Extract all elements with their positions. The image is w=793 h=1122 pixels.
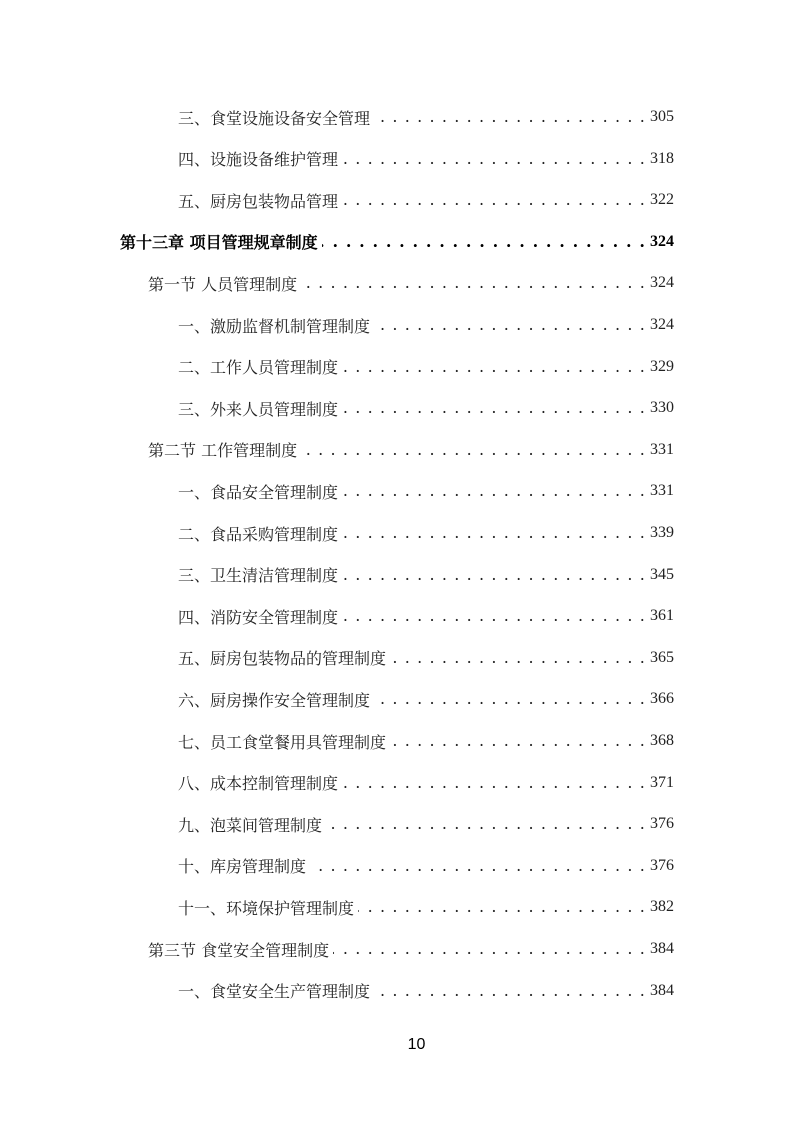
toc-section[interactable]: [148, 936, 674, 962]
toc-item[interactable]: [178, 478, 674, 504]
toc-title: 七、员工食堂餐用具管理制度: [178, 732, 387, 752]
dot-leader: [310, 856, 646, 876]
dot-leader: [374, 981, 646, 1001]
toc-title: 八、成本控制管理制度: [178, 774, 339, 794]
toc-item[interactable]: [178, 312, 674, 338]
toc-page-number: 329: [650, 357, 674, 375]
toc-section[interactable]: [148, 270, 674, 296]
toc-page-number: 324: [650, 274, 674, 292]
toc-item[interactable]: [178, 104, 674, 130]
toc-item[interactable]: [178, 354, 674, 380]
toc-title: 三、食堂设施设备安全管理: [178, 108, 371, 128]
toc-title: 九、泡菜间管理制度: [178, 815, 323, 835]
toc-title: 三、外来人员管理制度: [178, 399, 339, 419]
toc-item[interactable]: [178, 562, 674, 588]
dot-leader: [374, 107, 646, 127]
toc-item[interactable]: [178, 894, 674, 920]
toc-title: 十、库房管理制度: [178, 857, 307, 877]
toc-page-number: 331: [650, 440, 674, 458]
toc-item[interactable]: [178, 853, 674, 879]
dot-leader: [342, 565, 646, 585]
toc-item[interactable]: [178, 395, 674, 421]
dot-leader: [342, 481, 646, 501]
toc-title: 四、消防安全管理制度: [178, 607, 339, 627]
dot-leader: [342, 523, 646, 543]
toc-page-number: 371: [650, 773, 674, 791]
dot-leader: [374, 689, 646, 709]
page-number: 10: [407, 1036, 426, 1053]
toc-page-number: 384: [650, 981, 674, 999]
toc-item[interactable]: [178, 770, 674, 796]
toc-title: 三、卫生清洁管理制度: [178, 566, 339, 586]
toc-title: 二、食品采购管理制度: [178, 524, 339, 544]
dot-leader: [322, 232, 646, 252]
dot-leader: [301, 273, 646, 293]
dot-leader: [358, 897, 646, 917]
dot-leader: [342, 773, 646, 793]
toc-title: 六、厨房操作安全管理制度: [178, 690, 371, 710]
toc-page-number: 331: [650, 482, 674, 500]
toc-section[interactable]: [148, 437, 674, 463]
dot-leader: [390, 648, 646, 668]
toc-title: 第三节 食堂安全管理制度: [148, 940, 330, 960]
toc-page-number: 361: [650, 607, 674, 625]
toc-title: 四、设施设备维护管理: [178, 150, 339, 170]
toc-title: 一、激励监督机制管理制度: [178, 316, 371, 336]
dot-leader: [326, 814, 646, 834]
toc-title: 第一节 人员管理制度: [148, 274, 298, 294]
toc-title: 一、食品安全管理制度: [178, 482, 339, 502]
dot-leader: [342, 357, 646, 377]
toc-page-number: 376: [650, 856, 674, 874]
toc-page-number: 365: [650, 648, 674, 666]
toc-item[interactable]: [178, 686, 674, 712]
toc-item[interactable]: [178, 520, 674, 546]
toc-page-number: 384: [650, 940, 674, 957]
toc-page-number: 330: [650, 399, 674, 417]
dot-leader: [342, 606, 646, 626]
toc-page-number: 376: [650, 815, 674, 833]
toc-page-number: 324: [650, 316, 674, 333]
toc-title: 第二节 工作管理制度: [148, 441, 298, 461]
toc-item[interactable]: [178, 811, 674, 837]
toc-item[interactable]: [178, 146, 674, 172]
toc-item[interactable]: [178, 187, 674, 213]
toc-page-number: 368: [650, 732, 674, 749]
dot-leader: [342, 398, 646, 418]
toc-title: 五、厨房包装物品管理: [178, 191, 339, 211]
toc-chapter[interactable]: [120, 229, 674, 255]
toc-title: 二、工作人员管理制度: [178, 358, 339, 378]
toc-page-number: 366: [650, 690, 674, 708]
toc-page-number: 339: [650, 524, 674, 541]
dot-leader: [333, 939, 646, 959]
toc-item[interactable]: [178, 728, 674, 754]
toc-page-number: 345: [650, 565, 674, 583]
dot-leader: [374, 315, 646, 335]
toc-title: 一、食堂安全生产管理制度: [178, 982, 371, 1002]
toc-page-number: 305: [650, 108, 674, 125]
toc-title: 第十三章 项目管理规章制度: [120, 233, 318, 253]
dot-leader: [390, 731, 646, 751]
dot-leader: [342, 149, 646, 169]
toc-page-number: 322: [650, 191, 674, 209]
toc-page-number: 324: [650, 232, 674, 250]
dot-leader: [301, 440, 646, 460]
toc-item[interactable]: [178, 603, 674, 629]
toc-title: 五、厨房包装物品的管理制度: [178, 649, 387, 669]
toc-page-number: 318: [650, 149, 674, 167]
toc-page-number: 382: [650, 898, 674, 916]
dot-leader: [342, 190, 646, 210]
toc-item[interactable]: [178, 645, 674, 671]
toc-item[interactable]: [178, 978, 674, 1004]
toc-title: 十一、环境保护管理制度: [178, 898, 355, 918]
